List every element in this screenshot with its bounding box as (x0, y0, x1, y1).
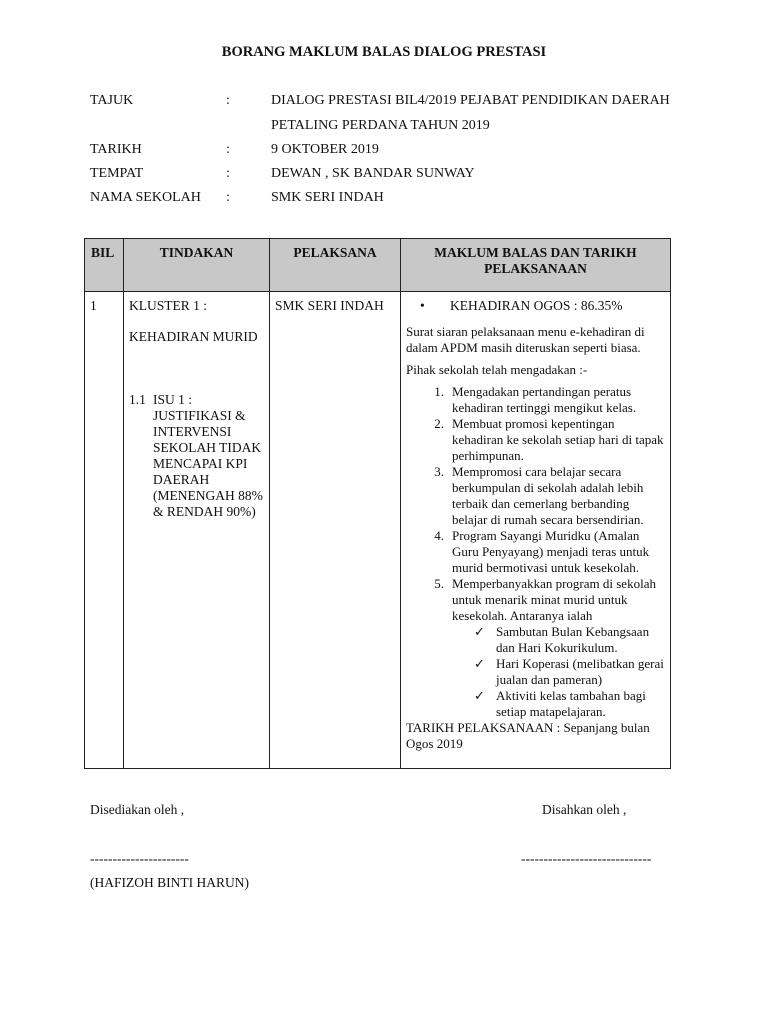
meta-colon: : (226, 93, 230, 108)
prepared-by-name: (HAFIZOH BINTI HARUN) (90, 875, 249, 890)
list-item (406, 528, 666, 576)
approved-by-label: Disahkan oleh , (542, 802, 627, 817)
list-number: 5. (434, 576, 444, 591)
meta-label-tarikh: TARIKH (90, 142, 142, 157)
list-item (406, 464, 666, 528)
cell-pelaksana: SMK SERI INDAH (270, 292, 401, 769)
meta-value-tajuk-cont: PETALING PERDANA TAHUN 2019 (271, 118, 490, 133)
isu-number: 1.1 (129, 392, 146, 407)
meta-value-nama-sekolah: SMK SERI INDAH (271, 190, 384, 205)
list-number: 3. (434, 464, 444, 479)
meta-colon: : (226, 166, 230, 181)
document-title: BORANG MAKLUM BALAS DIALOG PRESTASI (221, 44, 547, 60)
paragraph-pihak-sekolah: Pihak sekolah telah mengadakan :- (406, 362, 588, 377)
cell-bil: 1 (85, 292, 124, 769)
header-maklum-balas: MAKLUM BALAS DAN TARIKH PELAKSANAAN (401, 239, 671, 292)
meta-value-tempat: DEWAN , SK BANDAR SUNWAY (271, 166, 475, 181)
list-text: Program Sayangi Muridku (Amalan Guru Penyayang) menjadi teras untuk murid bermotivasi untuk kesekolah. (452, 528, 650, 575)
cell-tindakan (124, 292, 270, 769)
kehadiran-label: KEHADIRAN MURID (129, 329, 258, 344)
kluster-label: KLUSTER 1 : (129, 298, 208, 313)
check-item (406, 624, 666, 656)
kehadiran-ogos-text: KEHADIRAN OGOS : 86.35% (450, 298, 623, 313)
table-header-row (85, 239, 671, 292)
header-bil: BIL (85, 239, 124, 292)
prepared-by-label: Disediakan oleh , (90, 802, 185, 817)
checkmark-icon: ✓ (474, 688, 485, 703)
header-tindakan: TINDAKAN (124, 239, 270, 292)
meta-colon: : (226, 190, 230, 205)
meta-label-nama-sekolah: NAMA SEKOLAH (90, 190, 201, 205)
meta-label-tempat: TEMPAT (90, 166, 144, 181)
list-item (406, 576, 666, 624)
checkmark-icon: ✓ (474, 624, 485, 639)
check-item (406, 656, 666, 688)
list-number: 4. (434, 528, 444, 543)
header-pelaksana: PELAKSANA (270, 239, 401, 292)
list-item (406, 384, 666, 416)
cell-maklum-balas (401, 292, 671, 769)
bullet-dot-icon: • (420, 298, 425, 313)
list-text: Mempromosi cara belajar secara berkumpulan di sekolah adalah lebih terbaik dan cemerlang berbanding belajar di rumah secara bersendirian. (452, 464, 644, 527)
check-text: Sambutan Bulan Kebangsaan dan Hari Kokurikulum. (496, 624, 650, 655)
isu-item (129, 392, 265, 520)
meta-colon: : (226, 142, 230, 157)
signature-line-left: ---------------------- (90, 851, 189, 866)
list-text: Memperbanyakkan program di sekolah untuk menarik minat murid untuk kesekolah. Antaranya ialah (452, 576, 656, 623)
check-text: Hari Koperasi (melibatkan gerai jualan dan pameran) (496, 656, 664, 687)
list-item (406, 416, 666, 464)
paragraph-surat-siaran: Surat siaran pelaksanaan menu e-kehadiran di dalam APDM masih diteruskan seperti biasa. (406, 324, 645, 355)
checkmark-icon: ✓ (474, 656, 485, 671)
list-text: Mengadakan pertandingan peratus kehadiran tertinggi mengikut kelas. (452, 384, 637, 415)
meta-label-tajuk: TAJUK (90, 93, 134, 108)
kehadiran-bullet (406, 298, 666, 314)
check-item (406, 688, 666, 720)
feedback-table (84, 238, 671, 769)
list-text: Membuat promosi kepentingan kehadiran ke sekolah setiap hari di tapak perhimpunan. (452, 416, 664, 463)
table-row (85, 292, 671, 769)
numbered-list (406, 384, 666, 624)
meta-value-tarikh: 9 OKTOBER 2019 (271, 142, 379, 157)
signature-line-right: ----------------------------- (521, 851, 652, 866)
list-number: 2. (434, 416, 444, 431)
meta-value-tajuk: DIALOG PRESTASI BIL4/2019 PEJABAT PENDIDIKAN DAERAH (271, 93, 670, 108)
check-text: Aktiviti kelas tambahan bagi setiap matapelajaran. (496, 688, 646, 719)
tarikh-pelaksanaan: TARIKH PELAKSANAAN : Sepanjang bulan Ogos 2019 (406, 720, 650, 751)
list-number: 1. (434, 384, 444, 399)
isu-text: ISU 1 : JUSTIFIKASI & INTERVENSI SEKOLAH TIDAK MENCAPAI KPI DAERAH (MENENGAH 88% & RENDAH 90%) (153, 392, 263, 519)
